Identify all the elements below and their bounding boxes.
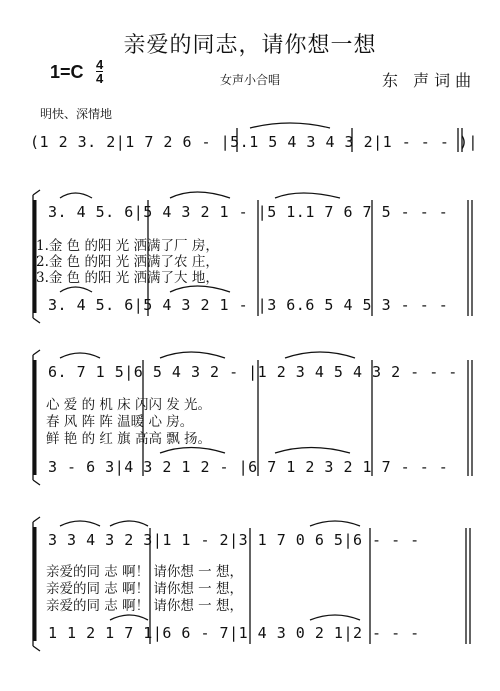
author-credit: 东 声词曲 <box>382 71 477 90</box>
system2-lyric-2: 春 风 阵 阵 温暖 心 房。 <box>46 414 194 430</box>
system2-lyric-1: 心 爱 的 机 床 闪闪 发 光。 <box>46 397 212 413</box>
system1-lyric-3: 3.金 色 的阳 光 洒满了大 地， <box>36 270 219 286</box>
meter-bottom: 4 <box>96 71 104 86</box>
system3-lyric-1: 亲爱的同 志 啊！ 请你想 一 想， <box>46 564 243 580</box>
system1-upper-notes: 3. 4 5. 6|5 4 3 2 1 - |5 1.1 7 6 7 5 - - - <box>48 203 449 221</box>
system1-lyric-2: 2.金 色 的阳 光 洒满了农 庄， <box>36 254 219 270</box>
tempo-marking: 明快、深情地 <box>40 107 113 121</box>
system3-lyric-3: 亲爱的同 志 啊！ 请你想 一 想， <box>46 598 243 614</box>
system3-lower-notes: 1 1 2 1 7 1|6 6 - 7|1 4 3 0 2 1|2 - - - <box>48 624 420 642</box>
song-title: 亲爱的同志，请你想一想 <box>123 33 377 58</box>
key-signature: 1=C <box>50 62 84 82</box>
system2-lower-notes: 3 - 6 3|4 3 2 1 2 - |6 7 1 2 3 2 1 7 - - - <box>48 458 449 476</box>
system2-upper-notes: 6. 7 1 5|6 5 4 3 2 - |1 2 3 4 5 4 3 2 - - - <box>48 363 458 381</box>
system1-lower-notes: 3. 4 5. 6|5 4 3 2 1 - |3 6.6 5 4 5 3 - - - <box>48 296 449 314</box>
ensemble-label: 女声小合唱 <box>220 73 281 87</box>
meter-top: 4 <box>96 57 104 72</box>
system3-upper-notes: 3 3 4 3 2 3|1 1 - 2|3 1 7 0 6 5|6 - - - <box>48 531 420 549</box>
intro-notes: (1 2 3. 2|1 7 2 6 - |5.1 5 4 3 4 3 2|1 - - - )| <box>30 133 478 151</box>
system1-lyric-1: 1.金 色 的阳 光 洒满了厂 房， <box>36 238 219 254</box>
system2-lyric-3: 鲜 艳 的 红 旗 高高 飘 扬。 <box>46 431 212 447</box>
system3-lyric-2: 亲爱的同 志 啊！ 请你想 一 想， <box>46 581 243 597</box>
